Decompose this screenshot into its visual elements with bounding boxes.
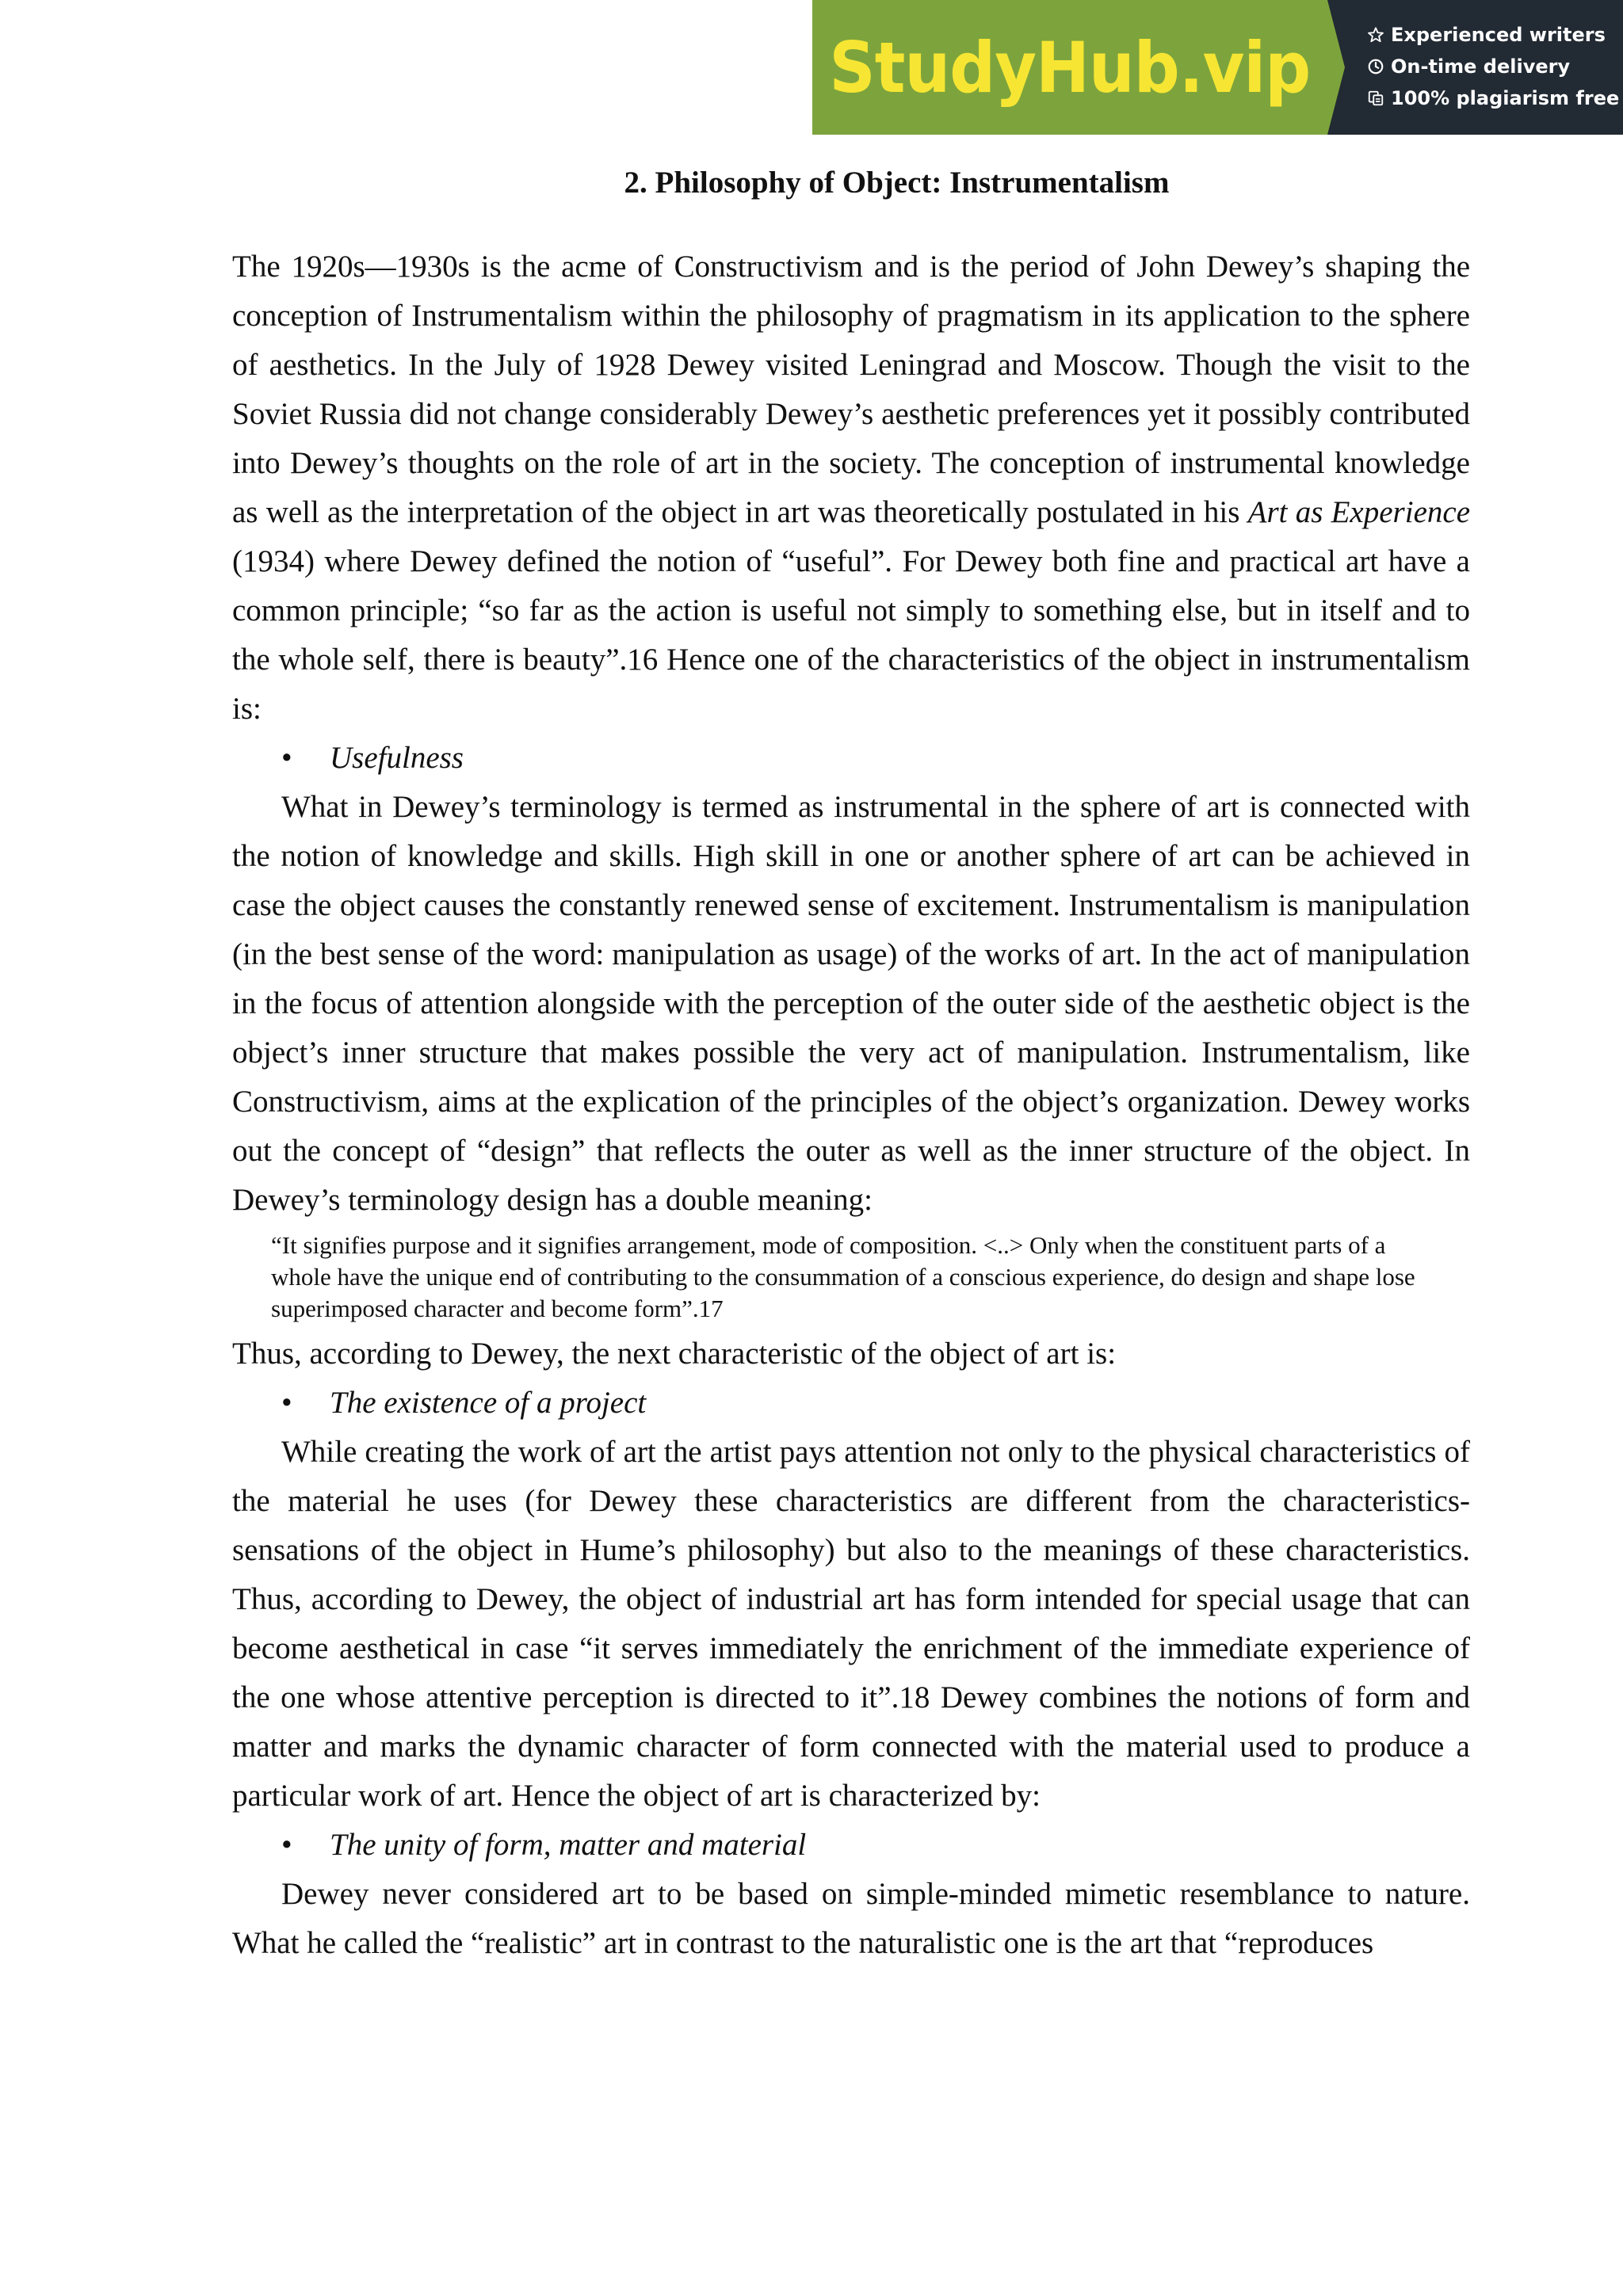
book-title: Art as Experience xyxy=(1247,495,1470,529)
paragraph-5: Dewey never considered art to be based on simple-minded mimetic resemblance to nature. What he called the “realistic” art in contrast to the naturalistic one is the art that “reproduces xyxy=(232,1877,1470,1960)
star-icon xyxy=(1367,26,1384,44)
bullet-label: The unity of form, matter and material xyxy=(330,1828,807,1862)
bullet-marker: • xyxy=(281,741,292,775)
feature-label: 100% plagiarism free xyxy=(1391,87,1620,109)
clock-icon xyxy=(1367,58,1384,75)
bullet-existence-of-project xyxy=(232,1379,1470,1428)
block-quote: “It signifies purpose and it signifies arrangement, mode of composition. <..> Only when the constituent parts of a whole have the unique end of contributing to the consummation of a conscious experience, do design and shape lose superimposed character and become form”.17 xyxy=(271,1231,1415,1322)
feature-label: Experienced writers xyxy=(1391,24,1606,46)
logo-text: StudyHub.vip xyxy=(829,26,1311,109)
bullet-unity-of-form xyxy=(232,1821,1470,1870)
studyhub-logo[interactable] xyxy=(812,0,1327,135)
copy-icon xyxy=(1367,90,1384,107)
document-page xyxy=(232,155,1470,1968)
paragraph-2: What in Dewey’s terminology is termed as instrumental in the sphere of art is connected with the notion of knowledge and skills. High skill in one or another sphere of art can be achieved in case the object causes the constantly renewed sense of excitement. Instrumentalism is manipulation (in the best sense of the word: manipulation as usage) of the works of art. In the act of manipulation in the focus of attention alongside with the perception of the outer side of the aesthetic object is the object’s inner structure that makes possible the very act of manipulation. Instrumentalism, like Constructivism, aims at the explication of the principles of the object’s organization. Dewey works out the concept of “design” that reflects the outer as well as the inner structure of the object. In Dewey’s terminology design has a double meaning: xyxy=(232,790,1470,1217)
section-heading: 2. Philosophy of Object: Instrumentalism xyxy=(624,166,1170,200)
studyhub-banner[interactable] xyxy=(812,0,1623,135)
paragraph-1-text-a: The 1920s—1930s is the acme of Constructivism and is the period of John Dewey’s shaping the conception of Instrumentalism within the philosophy of pragmatism in its application to the sphere of aesthetics. In the July of 1928 Dewey visited Leningrad and Moscow. Though the visit to the Soviet Russia did not change considerably Dewey’s aesthetic preferences yet it possibly contributed into Dewey’s thoughts on the role of art in the society. The conception of instrumental knowledge as well as the interpretation of the object in art was theoretically postulated in his xyxy=(232,250,1470,529)
feature-on-time-delivery xyxy=(1367,51,1623,82)
paragraph-3: Thus, according to Dewey, the next characteristic of the object of art is: xyxy=(232,1337,1117,1371)
bullet-usefulness xyxy=(232,734,1470,783)
banner-chevron xyxy=(1327,0,1345,135)
bullet-label: The existence of a project xyxy=(330,1386,647,1420)
paragraph-1 xyxy=(232,242,1470,734)
feature-plagiarism-free xyxy=(1367,82,1623,114)
paragraph-4: While creating the work of art the artist pays attention not only to the physical characteristics of the material he uses (for Dewey these characteristics are different from the characteristics-sensations of the object in Hume’s philosophy) but also to the meanings of these characteristics. Thus, according to Dewey, the object of industrial art has form intended for special usage that can become aesthetical in case “it serves immediately the enrichment of the immediate experience of the one whose attentive perception is directed to it”.18 Dewey combines the notions of form and matter and marks the dynamic character of form connected with the material used to produce a particular work of art. Hence the object of art is characterized by: xyxy=(232,1435,1470,1813)
bullet-marker: • xyxy=(281,1386,292,1420)
bullet-label: Usefulness xyxy=(330,741,464,775)
paragraph-1-text-b: (1934) where Dewey defined the notion of “useful”. For Dewey both fine and practical art have a common principle; “so far as the action is useful not simply to something else, but in itself and to the whole self, there is beauty”.16 Hence one of the characteristics of the object in instrumentalism is: xyxy=(232,544,1470,726)
feature-label: On-time delivery xyxy=(1391,55,1571,78)
banner-features xyxy=(1327,0,1623,135)
bullet-marker: • xyxy=(281,1828,292,1862)
feature-experienced-writers xyxy=(1367,19,1623,51)
